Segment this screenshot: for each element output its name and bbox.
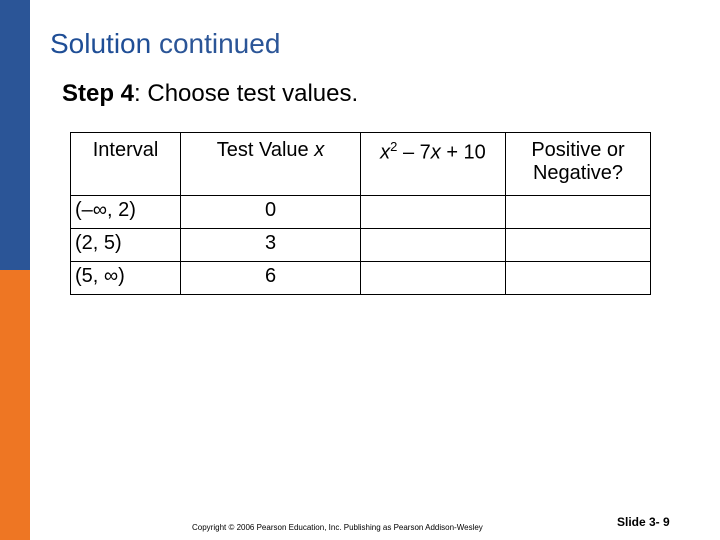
cell-interval: (2, 5) xyxy=(71,229,181,262)
table-row xyxy=(71,262,651,295)
cell-sign xyxy=(506,196,651,229)
cell-test-value: 0 xyxy=(181,196,361,229)
cell-expression xyxy=(361,196,506,229)
slide-title xyxy=(50,28,280,60)
step-text: : Choose test values. xyxy=(134,80,359,107)
table-row xyxy=(71,229,651,262)
expr-exponent: 2 xyxy=(390,139,398,154)
header-sign-line2: Negative? xyxy=(532,162,624,184)
cell-sign xyxy=(506,262,651,295)
header-sign xyxy=(506,133,651,196)
header-interval: Interval xyxy=(71,133,181,196)
cell-test-value: 6 xyxy=(181,262,361,295)
table-row xyxy=(71,196,651,229)
expr-mid: – 7 xyxy=(397,141,431,164)
expr-end: + 10 xyxy=(440,141,486,164)
header-sign-line1: Positive or xyxy=(531,139,625,161)
expr-var: x xyxy=(380,141,391,164)
cell-interval: (–∞, 2) xyxy=(71,196,181,229)
side-bar-blue xyxy=(0,0,30,270)
table-header-row xyxy=(71,133,651,196)
title-main: Solution xyxy=(50,28,152,59)
cell-sign xyxy=(506,229,651,262)
header-expression xyxy=(361,133,506,196)
step-heading xyxy=(62,80,358,108)
cell-interval: (5, ∞) xyxy=(71,262,181,295)
test-values-table xyxy=(70,132,651,295)
cell-expression xyxy=(361,262,506,295)
cell-expression xyxy=(361,229,506,262)
expr-var2: x xyxy=(430,141,441,164)
side-bar-orange xyxy=(0,270,30,540)
step-label: Step 4 xyxy=(62,80,135,107)
title-rest: continued xyxy=(151,28,281,59)
header-test-value-var: x xyxy=(314,139,325,161)
copyright-notice: Copyright © 2006 Pearson Education, Inc. Publishing as Pearson Addison-Wesley xyxy=(192,523,483,532)
header-test-value-text: Test Value xyxy=(216,139,315,161)
cell-test-value: 3 xyxy=(181,229,361,262)
slide-number: Slide 3- 9 xyxy=(617,515,670,529)
header-test-value xyxy=(181,133,361,196)
